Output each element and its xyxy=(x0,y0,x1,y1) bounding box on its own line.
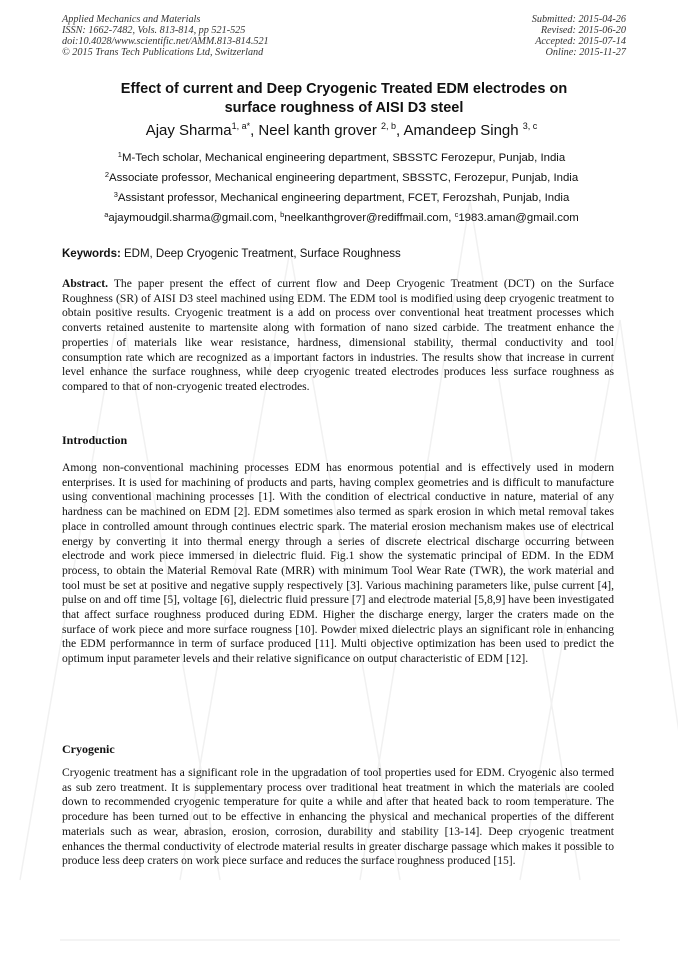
affiliation-2-sup: 2 xyxy=(104,170,109,179)
keywords xyxy=(62,248,628,260)
affiliation-1-text: M-Tech scholar, Mechanical engineering department, SBSSTC Ferozepur, Punjab, India xyxy=(121,152,566,164)
affiliation-3 xyxy=(60,188,623,208)
keywords-label: Keywords: xyxy=(62,248,121,260)
author-emails xyxy=(60,208,623,228)
journal-name: Applied Mechanics and Materials xyxy=(62,14,201,25)
abstract-text: The paper present the effect of current flow and Deep Cryogenic Treatment (DCT) on the Surface Roughness (SR) of AISI D3 steel machined using EDM. The EDM tool is modified using deep cryogenic treatment to obtain positive results. Cryogenic treatment is a add on process over conventional heat treatment processes which converts retained austenite to martensite along with formation of nano sized carbide. The treatment enhance the properties of materials like wear resistance, hardness, dimensional stability, thermal conductivity and tool consumption rate which are recognized as a important factors in industries. The results show that increase in current level enhance the surface roughness, while deep cryogenic treated electrodes produces less surface roughness as compared to that of non-cryogenic treated electrodes. xyxy=(62,277,614,393)
paper-title xyxy=(70,80,618,118)
header-left xyxy=(62,14,269,58)
affiliation-1 xyxy=(60,148,623,168)
revised-date: Revised: 2015-06-20 xyxy=(540,25,626,36)
email-b: neelkanthgrover@rediffmail.com, xyxy=(284,212,455,224)
title-line-2: surface roughness of AISI D3 steel xyxy=(224,100,464,116)
introduction-text: Among non-conventional machining processes EDM has enormous potential and is effectively used in modern enterprises. It is used for machining of products and parts, having complex geometries and is difficult to manufacture using conventional machining processes [1]. With the condition of electrical conductive in nature, material of any hardness can be machined on EDM [2]. EDM sometimes also termed as spark erosion in which metal removal takes place in controlled amount through continues electric spark. The material erosion mechanism makes use of electrical energy by converting it into thermal energy through a series of discrete electrical discharge occurring between electrode and work piece immersed in dielectric fluid. Fig.1 show the systematic principal of EDM. In the EDM process, to obtain the Material Removal Rate (MRR) with minimum Tool Wear Rate (TWR), the work material and tool must be set at positive and negative supply respectively [3]. Various machining parameters like, pulse current [4], pulse on and off time [5], voltage [6], dielectric fluid pressure [7] and electrode material [5,8,9] have been investigated that affect surface roughness produced during EDM. Higher the discharge energy, larger the craters made on the surface of work piece and more surface rougness [10]. Powder mixed dielectric plays an significant role in enhancing the EDM performannce in term of surface produced [11]. Multi objective optimization has been used to predict the optimum input parameter levels and their relative significance on output characteristic of EDM [12]. xyxy=(62,461,614,666)
cryogenic-heading: Cryogenic xyxy=(62,742,115,756)
author-3-sup: 3, c xyxy=(522,121,538,131)
author-1-sup: 1, a* xyxy=(231,121,251,131)
cryogenic-text: Cryogenic treatment has a significant role in the upgradation of tool properties used for EDM. Cryogenic also termed as sub zero treatment. It is supplementary process over traditional heat treatment in which the materials are cooled down to recommended cryogenic temperature for quite a while and after that heated back to room temperature. The procedure has been turned out to be effective in enhancing the physical and mechanical properties of the different materials such as wear, abrasion, erosion, corrosion, durability and stability [13-14]. Deep cryogenic treatment enhances the thermal conductivity of electrode material results in greater discharge passage which makes it possible to produce less deep craters on work piece surface and reduces the surface roughness produced [15]. xyxy=(62,766,614,868)
email-a-sup: a xyxy=(104,210,109,219)
header-right xyxy=(532,14,626,58)
doi: doi:10.4028/www.scientific.net/AMM.813-814.521 xyxy=(62,36,269,47)
author-3: Amandeep Singh xyxy=(403,122,519,139)
affiliation-1-sup: 1 xyxy=(117,150,122,159)
email-c: 1983.aman@gmail.com xyxy=(458,212,579,224)
email-a: ajaymoudgil.sharma@gmail.com, xyxy=(108,212,281,224)
keywords-text: EDM, Deep Cryogenic Treatment, Surface Roughness xyxy=(120,248,401,260)
accepted-date: Accepted: 2015-07-14 xyxy=(535,36,626,47)
email-b-sup: b xyxy=(280,210,285,219)
author-2: Neel kanth grover xyxy=(258,122,377,139)
author-2-sup: 2, b xyxy=(381,121,397,131)
affiliation-2-text: Associate professor, Mechanical engineering department, SBSSTC, Ferozepur, Punjab, India xyxy=(108,172,579,184)
abstract xyxy=(62,277,614,395)
affiliations xyxy=(60,148,623,228)
affiliation-2 xyxy=(60,168,623,188)
affiliation-3-text: Assistant professor, Mechanical engineering department, FCET, Ferozshah, Punjab, India xyxy=(117,192,570,204)
title-line-1: Effect of current and Deep Cryogenic Treated EDM electrodes on xyxy=(120,81,568,97)
copyright: © 2015 Trans Tech Publications Ltd, Switzerland xyxy=(62,47,264,58)
abstract-label: Abstract. xyxy=(62,277,109,290)
introduction-heading: Introduction xyxy=(62,433,128,447)
email-c-sup: c xyxy=(454,210,459,219)
online-date: Online: 2015-11-27 xyxy=(545,47,626,58)
affiliation-3-sup: 3 xyxy=(113,190,118,199)
author-list: Ajay Sharma$^{1, a*}$, Neel kanth grover $^{2, b}$, Amandeep Singh $^{3, c}$ xyxy=(145,121,538,139)
submitted-date: Submitted: 2015-04-26 xyxy=(531,14,626,25)
author-1: Ajay Sharma xyxy=(145,122,232,139)
issn: ISSN: 1662-7482, Vols. 813-814, pp 521-525 xyxy=(62,25,246,36)
